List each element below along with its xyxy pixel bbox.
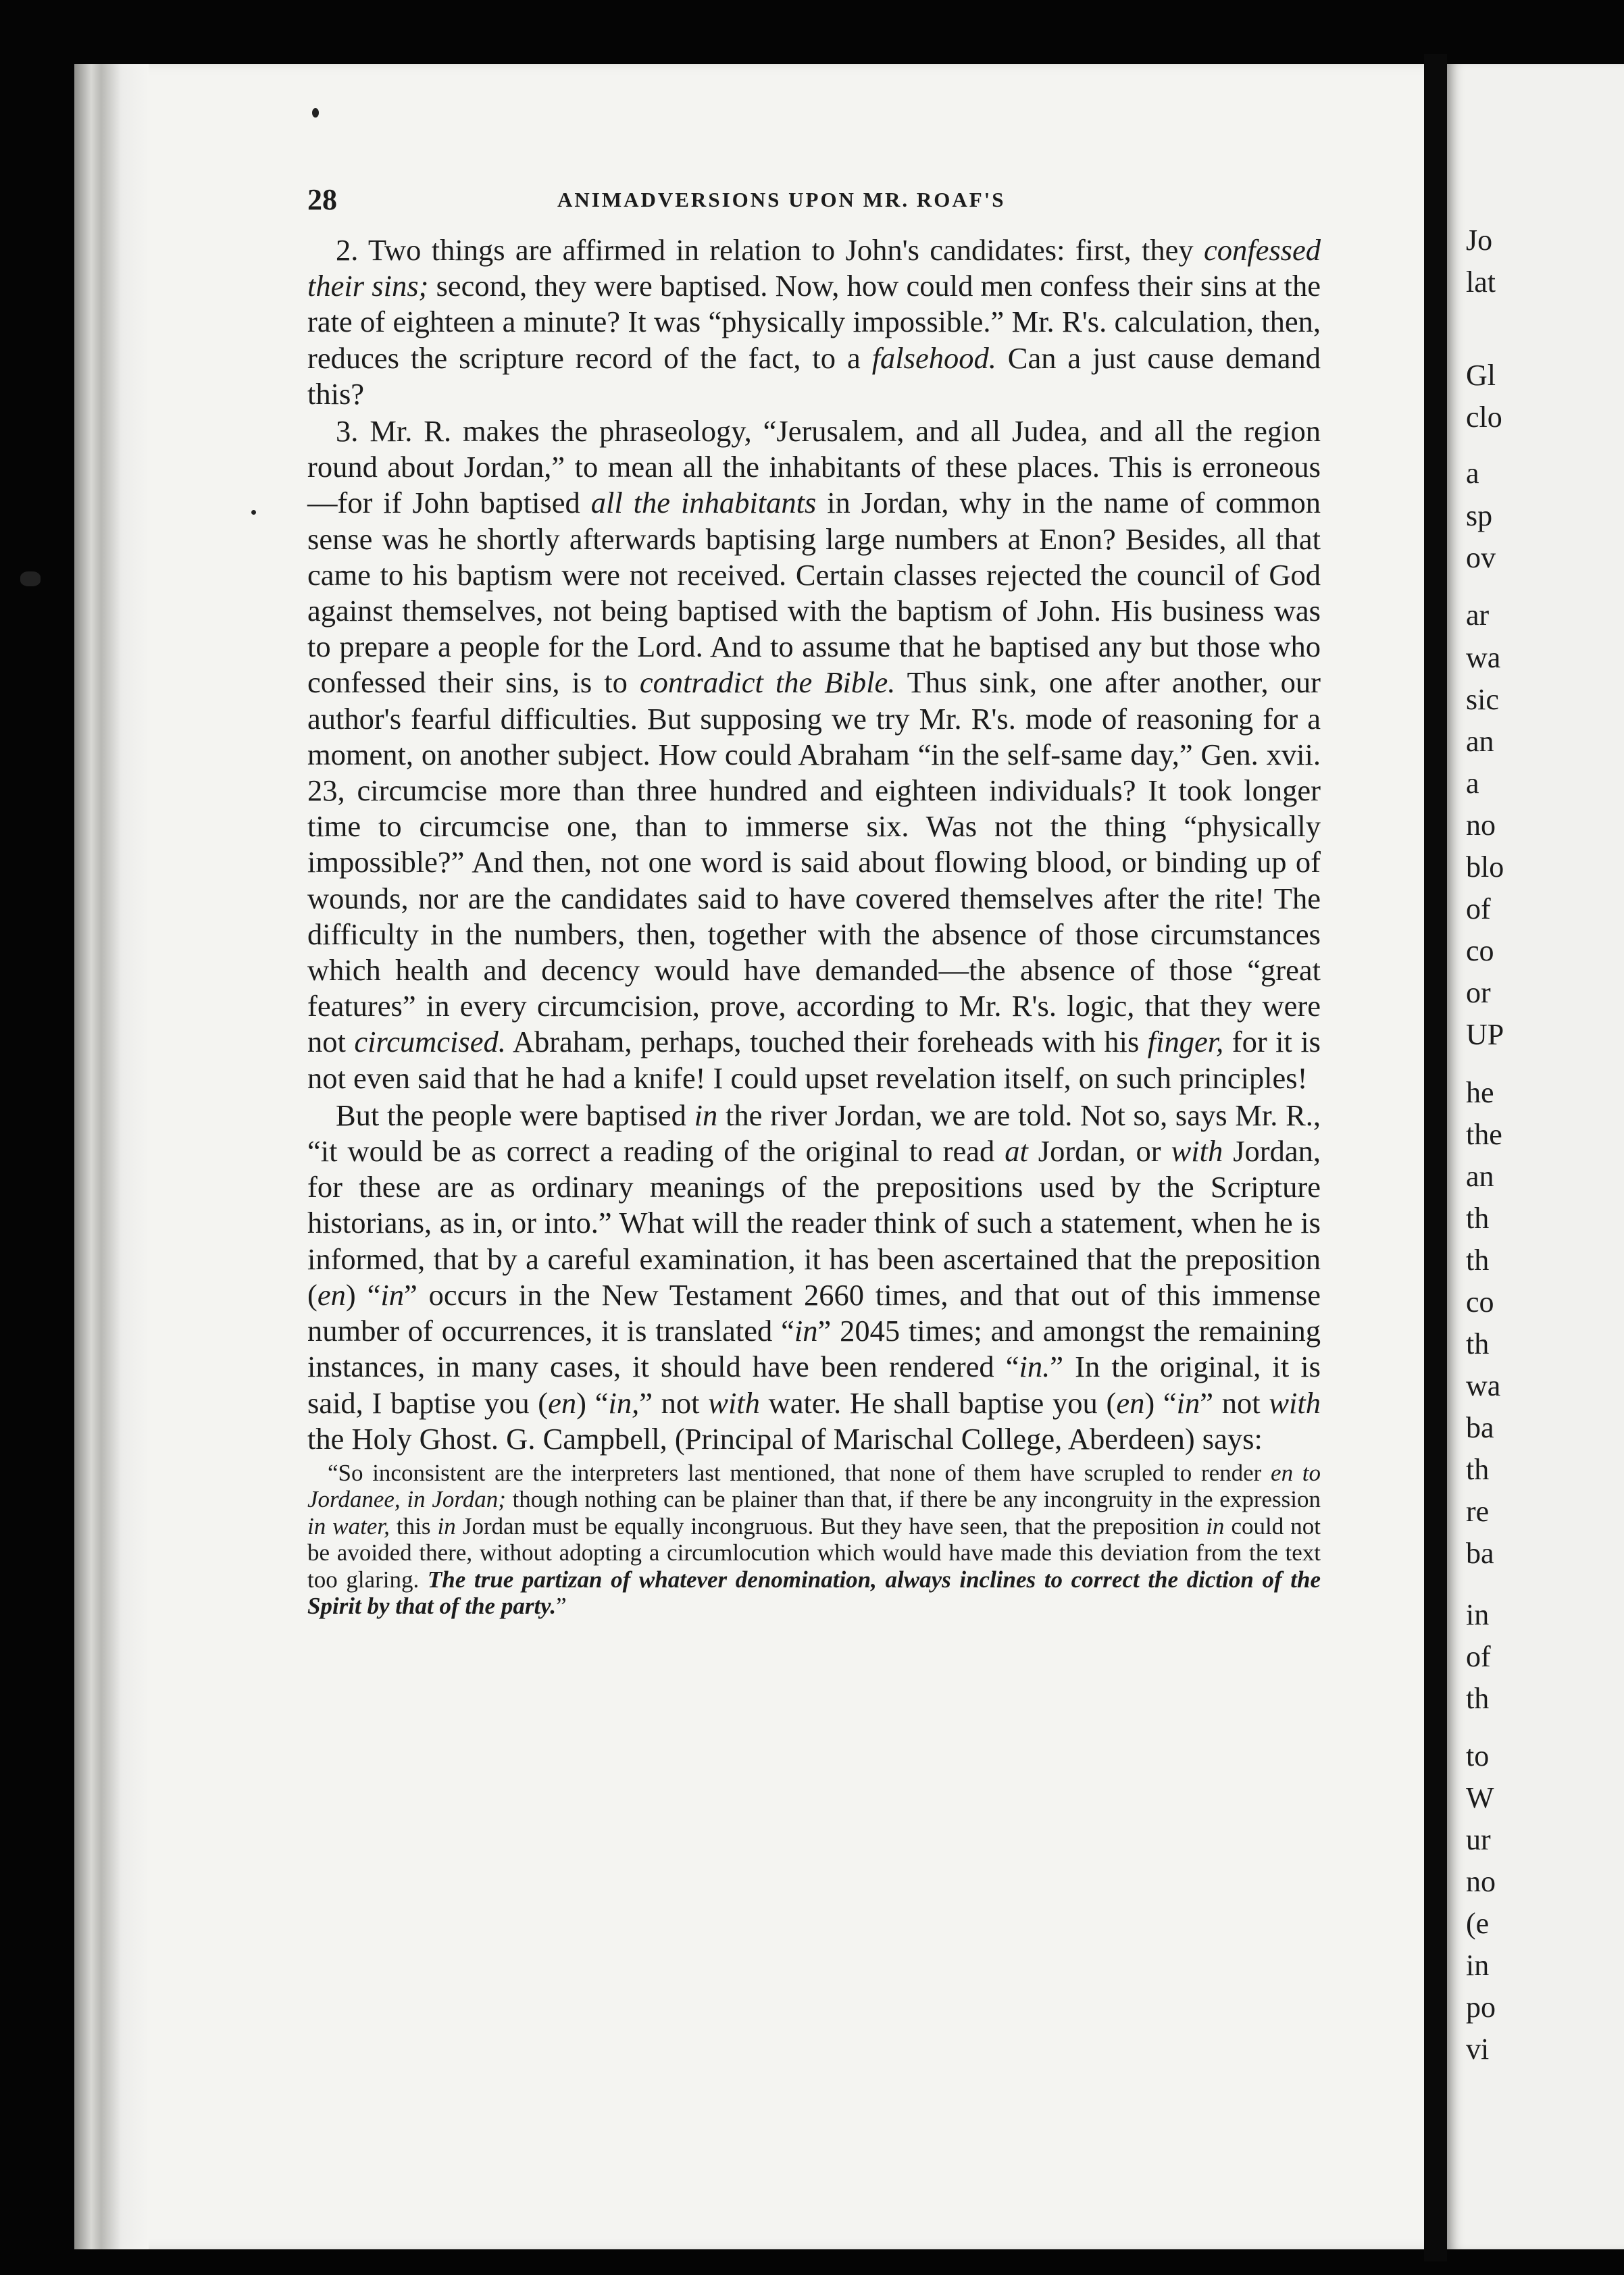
- facing-page-line: an: [1466, 725, 1494, 758]
- emphasis: finger,: [1147, 1025, 1224, 1059]
- facing-page-line: th: [1466, 1453, 1490, 1486]
- facing-page-line: ba: [1466, 1537, 1494, 1570]
- facing-page-line: UP: [1466, 1018, 1504, 1051]
- emphasis: in water,: [307, 1512, 390, 1539]
- emphasis: at: [1005, 1134, 1028, 1169]
- paragraph: 3. Mr. R. makes the phraseology, “Jerusalem, and all Judea, and all the region round about Jordan,” to mean all the inhabitants of these places. This is erroneous—for if John baptised all the inhabitants in Jordan, why in the name of common sense was he shortly afterwards baptising large numbers at Enon? Besides, all that came to his baptism were not received. Certain classes rejected the council of God against themselves, not being baptised with the baptism of John. His business was to prepare a people for the Lord. And to assume that he baptised any but those who confessed their sins, is to contradict the Bible. Thus sink, one after another, our author's fearful difficulties. But supposing we try Mr. R's. mode of reasoning for a moment, on another subject. How could Abraham “in the self-same day,” Gen. xvii. 23, circumcise more than three hundred and eighteen individuals? It took longer time to circumcise one, than to immerse six. Was not the thing “physically impossible?” And then, not one word is said about flowing blood, or binding up of wounds, nor are the candidates said to have covered themselves after the rite! The difficulty in the numbers, then, together with the absence of those circumstances which health and decency would have demanded—the absence of those “great features” in every circumcision, prove, according to Mr. R's. logic, that they were not circumcised. Abraham, perhaps, touched their foreheads with his finger, for it is not even said that he had a knife! I could upset revelation itself, on such principles!: [307, 414, 1321, 1095]
- facing-page-line: ov: [1466, 541, 1496, 574]
- emphasis: with: [1269, 1385, 1321, 1420]
- emphasis: in.: [1019, 1350, 1050, 1384]
- facing-page-line: of: [1466, 1640, 1491, 1673]
- facing-page-line: a: [1466, 767, 1479, 800]
- facing-page-line: ba: [1466, 1411, 1494, 1444]
- facing-page-line: th: [1466, 1682, 1490, 1715]
- facing-page-line: vi: [1466, 2033, 1490, 2066]
- facing-page-line: to: [1466, 1739, 1490, 1772]
- facing-page-line: ur: [1466, 1823, 1491, 1856]
- emphasis: in: [380, 1277, 404, 1312]
- facing-page-line: sp: [1466, 499, 1493, 532]
- ink-speck: [251, 510, 256, 515]
- facing-page-line: the: [1466, 1118, 1502, 1151]
- running-title: ANIMADVERSIONS UPON MR. ROAF'S: [557, 188, 1006, 211]
- page-gutter: [1424, 54, 1447, 2261]
- paragraph: But the people were baptised in the river Jordan, we are told. Not so, says Mr. R., “it would be as correct a reading of the original to read at Jordan, or with Jordan, for these are as ordinary meanings of the prepositions used by the Scripture historians, as in, or into.” What will the reader think of such a statement, when he is informed, that by a careful examination, it has been ascertained that the preposition (en) “in” occurs in the New Testament 2660 times, and that out of this immense number of occurrences, it is translated “in” 2045 times; and amongst the remaining instances, in many cases, it should have been rendered “in.” In the original, it is said, I baptise you (en) “in,” not with water. He shall baptise you (en) “in” not with the Holy Ghost. G. Campbell, (Principal of Marischal College, Aberdeen) says:: [307, 1098, 1321, 1456]
- page-text: [307, 182, 1321, 1620]
- block-quote: “So inconsistent are the interpreters last mentioned, that none of them have scrupled to render en to Jordanee, in Jordan; though nothing can be plainer than that, if there be any incongruity in the expression in water, this in Jordan must be equally incongruous. But they have seen, that the preposition in could not be avoided there, without adopting a circumlocution which would have made this deviation from the text too glaring. The true partizan of whatever denomination, always inclines to correct the diction of the Spirit by that of the party.”: [307, 1459, 1321, 1620]
- facing-page-line: wa: [1466, 1369, 1501, 1402]
- emphasis: in,: [608, 1385, 640, 1420]
- facing-page-line: in: [1466, 1598, 1490, 1631]
- facing-page-line: he: [1466, 1076, 1494, 1109]
- facing-page-line: sic: [1466, 683, 1499, 716]
- facing-page-line: blo: [1466, 850, 1504, 884]
- facing-page-line: (e: [1466, 1907, 1490, 1940]
- emphasis: in: [1176, 1385, 1200, 1420]
- emphasis: en: [317, 1277, 346, 1312]
- facing-page-line: W: [1466, 1781, 1494, 1814]
- facing-page-line: no: [1466, 809, 1496, 842]
- emphasis: contradict the Bible.: [639, 665, 896, 700]
- facing-page-line: th: [1466, 1202, 1490, 1235]
- emphasis: circumcised.: [354, 1025, 506, 1059]
- facing-page-line: lat: [1466, 265, 1496, 299]
- emphasis: in: [794, 1314, 818, 1348]
- facing-page-line: wa: [1466, 641, 1501, 674]
- facing-page-line: th: [1466, 1244, 1490, 1277]
- emphasis: confessed their sins;: [307, 233, 1321, 303]
- ink-speck: [20, 571, 41, 586]
- emphasis: en to Jordanee, in Jordan;: [307, 1459, 1321, 1513]
- facing-page-line: ar: [1466, 598, 1490, 632]
- facing-page-line: re: [1466, 1495, 1490, 1528]
- emphasis: en: [1116, 1385, 1145, 1420]
- emphasis: with: [708, 1385, 760, 1420]
- facing-page-line: an: [1466, 1160, 1494, 1193]
- ink-speck: [312, 108, 319, 118]
- facing-page-line: po: [1466, 1991, 1496, 2024]
- running-head: [307, 182, 1321, 224]
- page-number: 28: [307, 183, 337, 216]
- facing-page-line: th: [1466, 1327, 1490, 1360]
- emphasis: en: [548, 1385, 577, 1420]
- emphasis: in: [694, 1098, 718, 1132]
- emphasis: all the inhabitants: [590, 486, 817, 520]
- facing-page-line: in: [1466, 1949, 1490, 1982]
- facing-page-line: Jo: [1466, 224, 1493, 257]
- facing-page-line: co: [1466, 1285, 1494, 1319]
- emphasis: falsehood.: [871, 340, 996, 375]
- emphasis: in: [1206, 1512, 1225, 1539]
- facing-page-line: co: [1466, 934, 1494, 967]
- emphasis: in: [437, 1512, 456, 1539]
- facing-page-line: a: [1466, 457, 1479, 490]
- emphasis: The true partizan of whatever denomination, always inclines to correct the diction of the Spirit by that of the party.: [307, 1566, 1321, 1620]
- facing-page-line: clo: [1466, 401, 1502, 434]
- facing-page-line: no: [1466, 1865, 1496, 1898]
- facing-page-line: or: [1466, 976, 1491, 1009]
- emphasis: with: [1171, 1134, 1223, 1169]
- paragraph: 2. Two things are affirmed in relation to John's candidates: first, they confessed their sins; second, they were baptised. Now, how could men confess their sins at the rate of eighteen a minute? It was “physically impossible.” Mr. R's. calculation, then, reduces the scripture record of the fact, to a falsehood. Can a just cause demand this?: [307, 233, 1321, 411]
- facing-page-line: of: [1466, 892, 1491, 925]
- facing-page-line: Gl: [1466, 359, 1496, 392]
